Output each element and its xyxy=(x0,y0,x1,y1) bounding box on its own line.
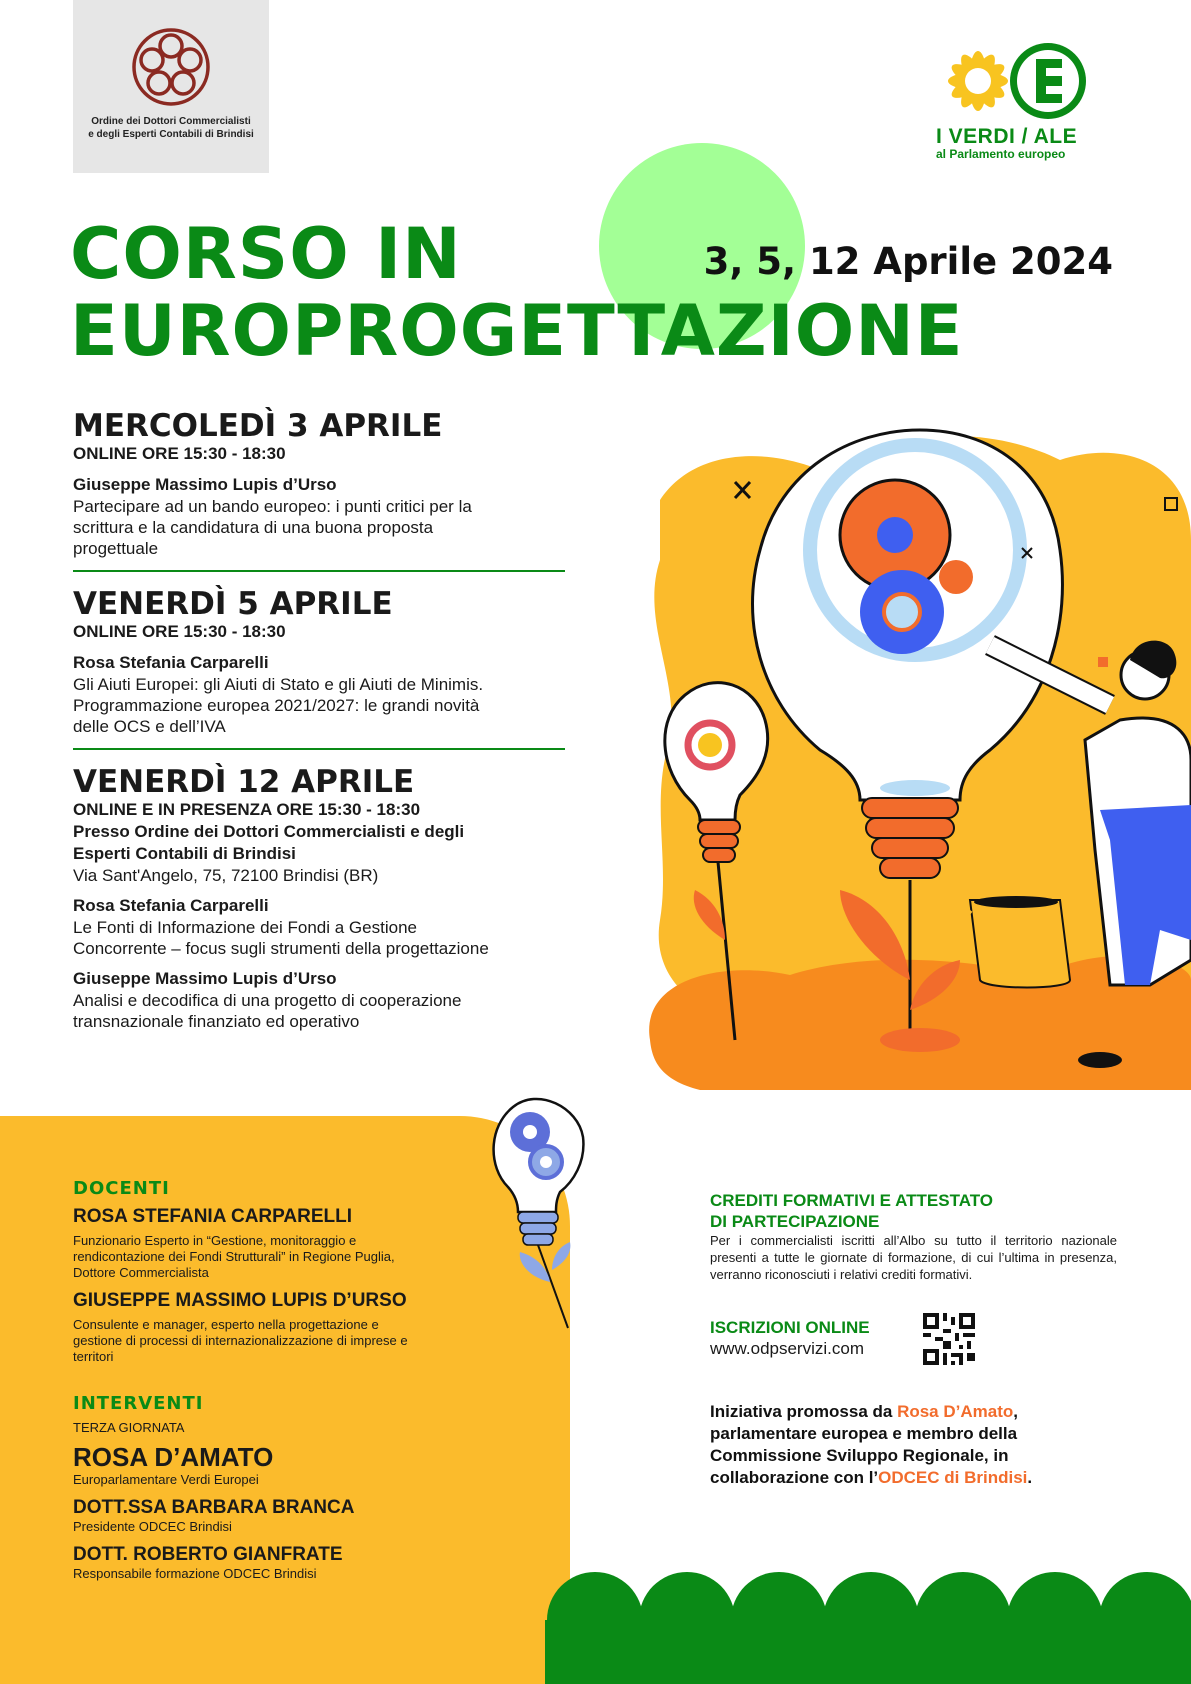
verdi-logo-line2: al Parlamento europeo xyxy=(936,147,1066,161)
day-3-topic2-2: transnazionale finanziato ed operativo xyxy=(73,1012,360,1031)
verdi-logo-line1: I VERDI / ALE xyxy=(936,125,1078,148)
lightbulb-illustration xyxy=(640,420,1191,1100)
docente-2-bio-2: gestione di processi di internazionalizzazione di imprese e xyxy=(73,1333,408,1348)
odcec-logo-text-1: Ordine dei Dottori Commercialisti xyxy=(91,116,251,127)
day-1-time: ONLINE ORE 15:30 - 18:30 xyxy=(73,444,286,463)
day-3-venue-2: Esperti Contabili di Brindisi xyxy=(73,844,296,863)
title-line2: EUROPROGETTAZIONE xyxy=(70,290,964,372)
day-1-title: MERCOLEDÌ 3 APRILE xyxy=(73,408,443,444)
schedule xyxy=(73,409,593,1032)
crediti-heading-1: CREDITI FORMATIVI E ATTESTATO xyxy=(710,1191,994,1210)
intervento-3-name: DOTT. ROBERTO GIANFRATE xyxy=(73,1544,343,1565)
promotion-middle: , parlamentare europea e membro della Commissione Sviluppo Regionale, in collaborazione con l’ xyxy=(710,1402,1018,1487)
divider xyxy=(73,570,565,572)
day-2-topic-1: Gli Aiuti Europei: gli Aiuti di Stato e gli Aiuti de Minimis. xyxy=(73,675,484,694)
docente-1-bio-3: Dottore Commercialista xyxy=(73,1265,209,1280)
day-1-topic-1: Partecipare ad un bando europeo: i punti critici per la xyxy=(73,497,472,516)
crediti-heading-2: DI PARTECIPAZIONE xyxy=(710,1212,880,1231)
right-info xyxy=(710,1190,1117,1489)
day-3-topic1-2: Concorrente – focus sugli strumenti della progettazione xyxy=(73,939,489,958)
odcec-logo xyxy=(73,0,269,173)
day-3-speaker-1: Rosa Stefania Carparelli xyxy=(73,896,269,915)
odcec-logo-text-2: e degli Esperti Contabili di Brindisi xyxy=(88,129,254,140)
day-1 xyxy=(73,409,593,559)
docente-1-bio-1: Funzionario Esperto in “Gestione, monitoraggio e xyxy=(73,1233,357,1248)
iscrizioni-heading: ISCRIZIONI ONLINE xyxy=(710,1318,870,1337)
intervento-1-name: ROSA D’AMATO xyxy=(73,1442,274,1472)
day-3-address: Via Sant'Angelo, 75, 72100 Brindisi (BR) xyxy=(73,866,379,885)
docenti-heading: DOCENTI xyxy=(73,1178,170,1199)
intervento-3-role: Responsabile formazione ODCEC Brindisi xyxy=(73,1566,317,1581)
day-2-topic-3: delle OCS e dell’IVA xyxy=(73,717,226,736)
promotion-text xyxy=(710,1401,1117,1489)
iscrizioni-url[interactable]: www.odpservizi.com xyxy=(710,1339,864,1358)
promotion-name: Rosa D’Amato xyxy=(897,1402,1014,1421)
iscrizioni xyxy=(710,1317,1117,1373)
docente-1-bio-2: rendicontazione dei Fondi Strutturali” in Regione Puglia, xyxy=(73,1249,395,1264)
day-3-venue-1: Presso Ordine dei Dottori Commercialisti e degli xyxy=(73,822,465,841)
crediti-text: Per i commercialisti iscritti all’Albo su tutto il territorio nazionale presenti a tutte le giornate di formazione, di cui l’ultima in presenza, verranno riconosciuti i relativi crediti formativi. xyxy=(710,1233,1117,1282)
date-range: 3, 5, 12 Aprile 2024 xyxy=(703,240,1113,283)
docente-2-name: GIUSEPPE MASSIMO LUPIS D’URSO xyxy=(73,1290,407,1311)
day-3-title: VENERDÌ 12 APRILE xyxy=(73,764,415,800)
promotion-org: ODCEC di Brindisi xyxy=(878,1468,1028,1487)
day-2-speaker: Rosa Stefania Carparelli xyxy=(73,653,269,672)
docenti-section xyxy=(73,1178,533,1582)
odcec-emblem-icon xyxy=(126,22,216,112)
divider xyxy=(73,748,565,750)
docente-1-name: ROSA STEFANIA CARPARELLI xyxy=(73,1206,353,1227)
day-2-time: ONLINE ORE 15:30 - 18:30 xyxy=(73,622,286,641)
day-1-speaker: Giuseppe Massimo Lupis d’Urso xyxy=(73,475,337,494)
watering-can xyxy=(970,900,1070,988)
intervento-1-role: Europarlamentare Verdi Europei xyxy=(73,1472,259,1487)
promotion-suffix: . xyxy=(1027,1468,1033,1487)
day-2 xyxy=(73,587,593,737)
day-3-topic1-1: Le Fonti di Informazione dei Fondi a Gestione xyxy=(73,918,417,937)
qr-code-icon[interactable] xyxy=(923,1313,975,1365)
intervento-2-name: DOTT.SSA BARBARA BRANCA xyxy=(73,1497,355,1518)
interventi-subheading: TERZA GIORNATA xyxy=(73,1420,185,1435)
intervento-2-role: Presidente ODCEC Brindisi xyxy=(73,1519,232,1534)
day-3 xyxy=(73,765,593,1032)
day-1-topic-3: progettuale xyxy=(73,539,159,558)
day-2-title: VENERDÌ 5 APRILE xyxy=(73,586,393,622)
interventi-heading: INTERVENTI xyxy=(73,1393,204,1414)
docente-2-bio-1: Consulente e manager, esperto nella progettazione e xyxy=(73,1317,379,1332)
title-line1: CORSO IN xyxy=(70,213,462,295)
verdi-logo xyxy=(930,35,1105,165)
day-1-topic-2: scrittura e la candidatura di una buona proposta xyxy=(73,518,434,537)
docente-2-bio-3: territori xyxy=(73,1349,114,1364)
promotion-prefix: Iniziativa promossa da xyxy=(710,1402,898,1421)
sunflower-logo-icon xyxy=(930,35,1105,127)
day-3-topic2-1: Analisi e decodifica di una progetto di cooperazione xyxy=(73,991,462,1010)
green-bubbles-decor xyxy=(545,1570,1191,1684)
day-3-time: ONLINE E IN PRESENZA ORE 15:30 - 18:30 xyxy=(73,800,421,819)
day-2-topic-2: Programmazione europea 2021/2027: le grandi novità xyxy=(73,696,480,715)
day-3-speaker-2: Giuseppe Massimo Lupis d’Urso xyxy=(73,969,337,988)
